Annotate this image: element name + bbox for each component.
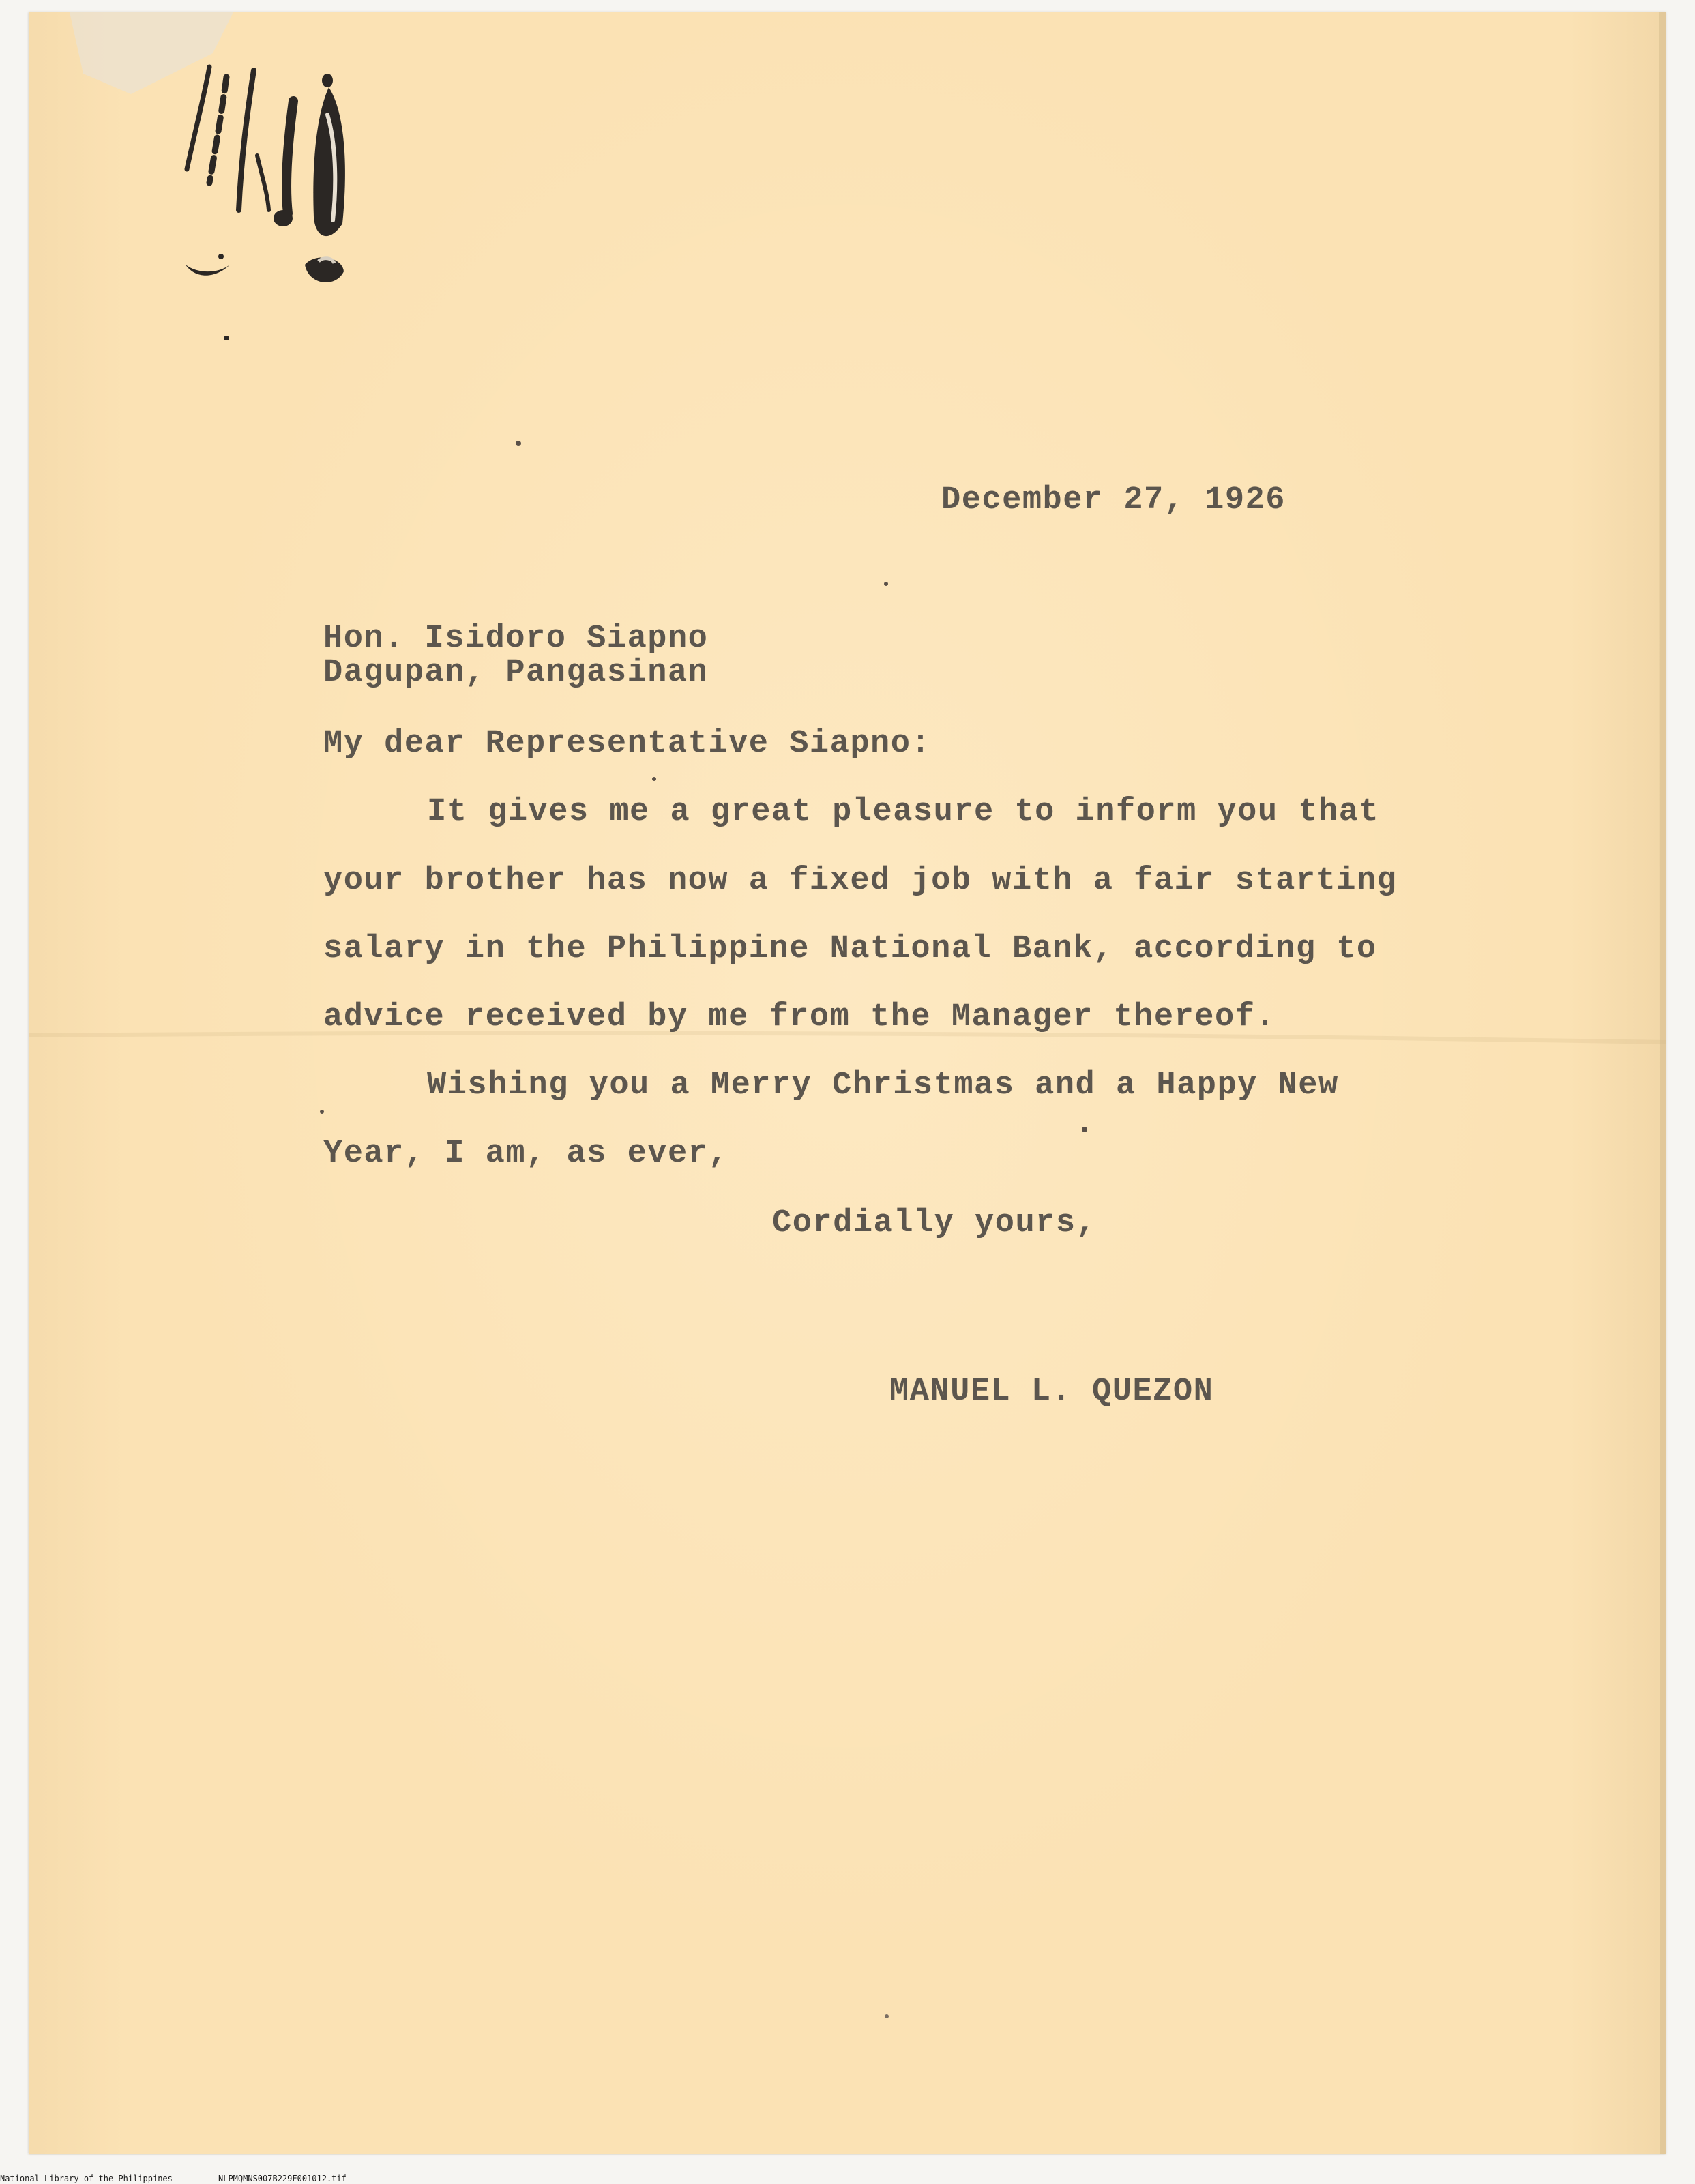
body-line-1: It gives me a great pleasure to inform you that (427, 794, 1380, 830)
closing: Cordially yours, (772, 1205, 1097, 1241)
signature-name: MANUEL L. QUEZON (889, 1374, 1214, 1410)
body-line-3: salary in the Philippine National Bank, according to (323, 931, 1377, 967)
recipient-place: Dagupan, Pangasinan (323, 655, 709, 691)
body-line-5: Wishing you a Merry Christmas and a Happy New (427, 1067, 1339, 1104)
scan-filename-label: NLPMQMNS007B229F001012.tif (218, 2174, 347, 2183)
ink-stain-mark (145, 40, 431, 340)
letter-page (29, 12, 1666, 2154)
body-line-6: Year, I am, as ever, (323, 1136, 729, 1172)
body-line-4: advice received by me from the Manager thereof. (323, 999, 1276, 1035)
scan-source-label: National Library of the Philippines (0, 2174, 173, 2183)
letter-date: December 27, 1926 (941, 482, 1286, 518)
salutation: My dear Representative Siapno: (323, 726, 932, 762)
body-line-2: your brother has now a fixed job with a fair starting (323, 863, 1398, 899)
recipient-name: Hon. Isidoro Siapno (323, 621, 709, 657)
